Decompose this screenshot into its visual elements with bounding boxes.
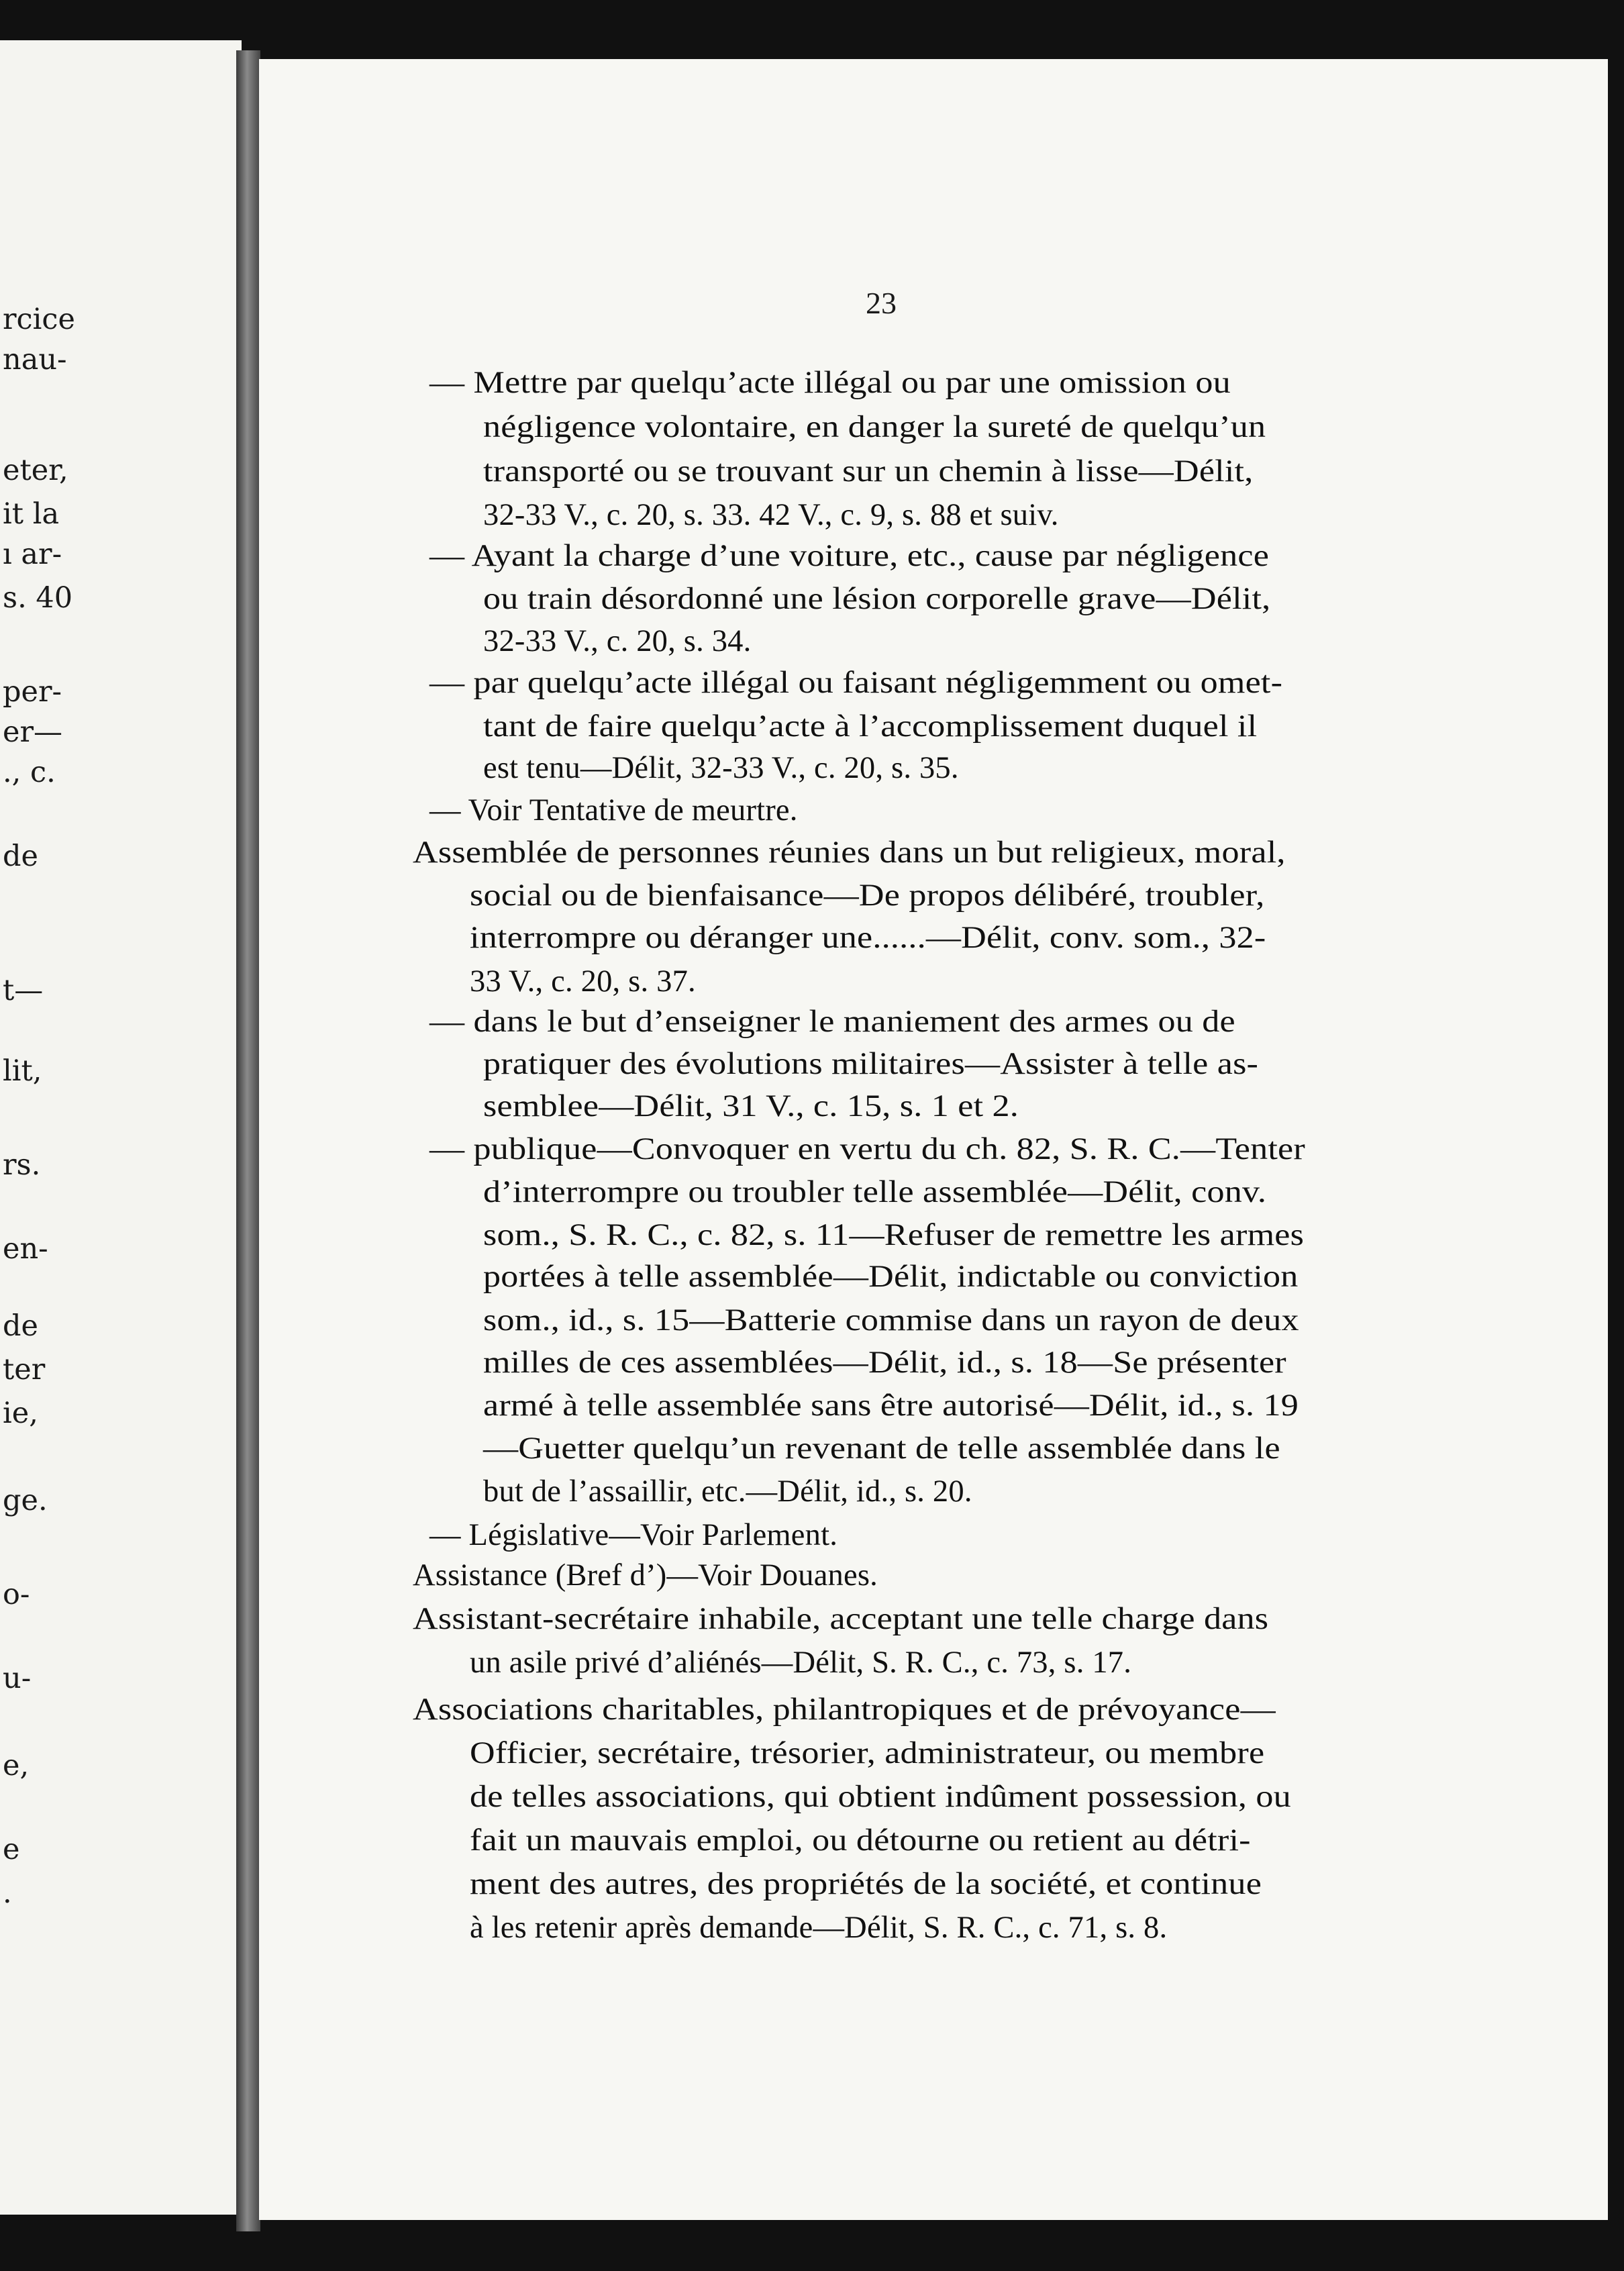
text-line: pratiquer des évolutions militaires—Assister à telle as- bbox=[483, 1047, 1259, 1081]
left-page-fragment: ie, bbox=[3, 1397, 38, 1430]
text-line: Assistance (Bref d’)—Voir Douanes. bbox=[413, 1558, 878, 1593]
text-line: som., S. R. C., c. 82, s. 11—Refuser de remettre les armes bbox=[483, 1218, 1305, 1252]
text-line: un asile privé d’aliénés—Délit, S. R. C., c. 73, s. 17. bbox=[470, 1646, 1132, 1680]
text-line: à les retenir après demande—Délit, S. R. C., c. 71, s. 8. bbox=[470, 1911, 1168, 1945]
text-line: Assemblée de personnes réunies dans un but religieux, moral, bbox=[413, 836, 1286, 870]
text-line: interrompre ou déranger une......—Délit, conv. som., 32- bbox=[470, 921, 1266, 955]
facing-page-edge bbox=[0, 40, 242, 2215]
left-page-fragment: rs. bbox=[3, 1148, 41, 1182]
left-page-fragment: e bbox=[3, 1833, 20, 1866]
text-line: social ou de bienfaisance—De propos délibéré, troubler, bbox=[470, 878, 1265, 913]
text-line: milles de ces assemblées—Délit, id., s. 18—Se présenter bbox=[483, 1346, 1286, 1380]
text-line: — dans le but d’enseigner le maniement des armes ou de bbox=[429, 1005, 1235, 1039]
left-page-fragment: it la bbox=[3, 497, 60, 531]
text-line: Assistant-secrétaire inhabile, acceptant une telle charge dans bbox=[413, 1602, 1269, 1636]
left-page-fragment: e, bbox=[3, 1749, 30, 1782]
text-line: Officier, secrétaire, trésorier, administrateur, ou membre bbox=[470, 1736, 1265, 1770]
left-page-fragment: s. 40 bbox=[3, 581, 73, 615]
text-line: — par quelqu’acte illégal ou faisant négligemment ou omet- bbox=[429, 666, 1283, 700]
text-line: d’interrompre ou troubler telle assemblée—Délit, conv. bbox=[483, 1175, 1267, 1209]
left-page-fragment: ter bbox=[3, 1353, 46, 1386]
left-page-fragment: de bbox=[3, 840, 38, 873]
page-number: 23 bbox=[866, 286, 897, 320]
text-line: — Mettre par quelqu’acte illégal ou par une omission ou bbox=[429, 366, 1231, 400]
left-page-fragment: en- bbox=[3, 1232, 48, 1266]
text-line: but de l’assaillir, etc.—Délit, id., s. 20. bbox=[483, 1474, 972, 1509]
left-page-fragment: ., c. bbox=[3, 756, 56, 789]
text-line: négligence volontaire, en danger la sureté de quelqu’un bbox=[483, 410, 1266, 444]
text-line: 33 V., c. 20, s. 37. bbox=[470, 964, 696, 999]
text-line: som., id., s. 15—Batterie commise dans un rayon de deux bbox=[483, 1303, 1299, 1338]
text-line: tant de faire quelqu’acte à l’accomplissement duquel il bbox=[483, 709, 1258, 744]
text-line: Associations charitables, philantropiques et de prévoyance— bbox=[413, 1693, 1276, 1727]
text-line: ment des autres, des propriétés de la société, et continue bbox=[470, 1867, 1262, 1901]
left-page-fragment: . bbox=[3, 1876, 12, 1910]
text-line: transporté ou se trouvant sur un chemin à lisse—Délit, bbox=[483, 454, 1254, 489]
text-line: — publique—Convoquer en vertu du ch. 82, S. R. C.—Tenter bbox=[429, 1132, 1305, 1166]
text-line: semblee—Délit, 31 V., c. 15, s. 1 et 2. bbox=[483, 1089, 1019, 1123]
left-page-fragment: nau- bbox=[3, 343, 67, 376]
left-page-fragment: rcice bbox=[3, 303, 75, 336]
left-page-fragment: er— bbox=[3, 715, 63, 749]
left-page-fragment: u- bbox=[3, 1662, 32, 1695]
text-line: portées à telle assemblée—Délit, indictable ou conviction bbox=[483, 1260, 1299, 1294]
text-line: ou train désordonné une lésion corporelle grave—Délit, bbox=[483, 582, 1271, 616]
text-line: — Législative—Voir Parlement. bbox=[429, 1518, 838, 1552]
book-gutter bbox=[236, 50, 260, 2231]
text-line: 32-33 V., c. 20, s. 33. 42 V., c. 9, s. 88 et suiv. bbox=[483, 498, 1059, 532]
text-line: — Ayant la charge d’une voiture, etc., cause par négligence bbox=[429, 539, 1270, 573]
left-page-fragment: ı ar- bbox=[3, 538, 62, 571]
left-page-fragment: per- bbox=[3, 675, 62, 709]
left-page-fragment: ge. bbox=[3, 1484, 48, 1517]
text-line: fait un mauvais emploi, ou détourne ou retient au détri- bbox=[470, 1823, 1251, 1858]
text-line: — Voir Tentative de meurtre. bbox=[429, 793, 798, 827]
left-page-fragment: eter, bbox=[3, 454, 68, 487]
left-page-fragment: t— bbox=[3, 974, 44, 1007]
left-page-fragment: o- bbox=[3, 1578, 30, 1611]
text-line: 32-33 V., c. 20, s. 34. bbox=[483, 624, 752, 658]
text-line: est tenu—Délit, 32-33 V., c. 20, s. 35. bbox=[483, 751, 959, 785]
text-line: —Guetter quelqu’un revenant de telle assemblée dans le bbox=[483, 1431, 1280, 1466]
left-page-fragment: de bbox=[3, 1309, 38, 1343]
text-line: de telles associations, qui obtient indûment possession, ou bbox=[470, 1780, 1291, 1814]
text-line: armé à telle assemblée sans être autorisé—Délit, id., s. 19 bbox=[483, 1389, 1299, 1423]
left-page-fragment: lit, bbox=[3, 1054, 42, 1088]
